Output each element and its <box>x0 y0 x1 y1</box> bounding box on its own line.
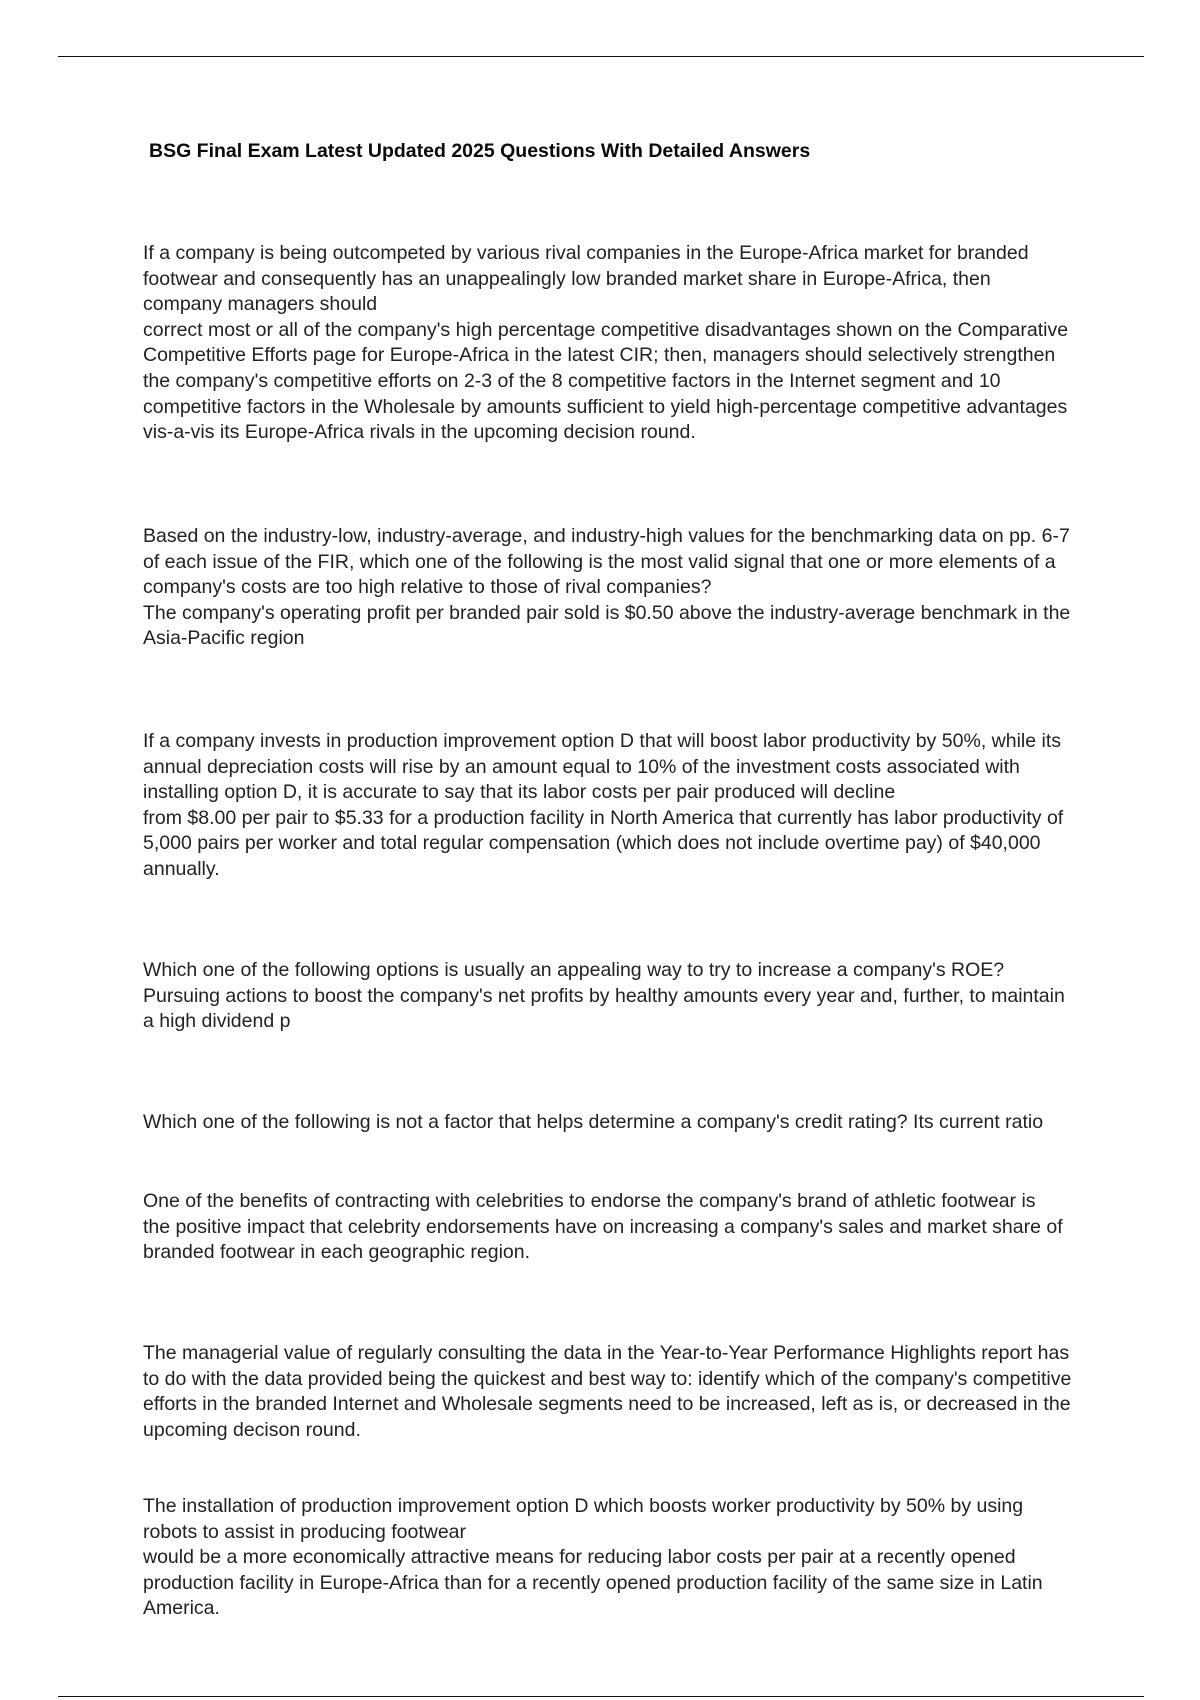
answer-text: Pursuing actions to boost the company's net profits by healthy amounts every year and, further, to maintain a high dividend p <box>143 984 1065 1033</box>
bottom-divider <box>58 1696 1144 1697</box>
qa-item-3 <box>143 729 1073 883</box>
question-text: If a company invests in production improvement option D that will boost labor productivity by 50%, while its annual depreciation costs will rise by an amount equal to 10% of the investment costs associated with installing option D, it is accurate to say that its labor costs per pair produced will decline <box>143 730 1062 804</box>
answer-text: the positive impact that celebrity endorsements have on increasing a company's sales and market share of branded footwear in each geographic region. <box>143 1215 1063 1264</box>
top-divider <box>58 56 1144 57</box>
answer-text: would be a more economically attractive means for reducing labor costs per pair at a recently opened production facility in Europe-Africa than for a recently opened production facility of the same size in Latin America. <box>143 1546 1043 1620</box>
qa-item-6 <box>143 1189 1073 1266</box>
qa-item-5 <box>143 1110 1073 1136</box>
question-text: Which one of the following is not a factor that helps determine a company's credit rating? Its current ratio <box>143 1111 1044 1133</box>
answer-text: correct most or all of the company's high percentage competitive disadvantages shown on the Comparative Competitive Efforts page for Europe-Africa in the latest CIR; then, managers should selectively strengthen the company's competitive efforts on 2-3 of the 8 competitive factors in the Internet segment and 10 competitive factors in the Wholesale by amounts sufficient to yield high-percentage competitive advantages vis-a-vis its Europe-Africa rivals in the upcoming decision round. <box>143 318 1069 444</box>
document-title: BSG Final Exam Latest Updated 2025 Questions With Detailed Answers <box>149 140 811 162</box>
qa-item-2 <box>143 524 1073 652</box>
question-text: If a company is being outcompeted by various rival companies in the Europe-Africa market for branded footwear and consequently has an unappealingly low branded market share in Europe-Africa, then company managers should <box>143 242 1029 316</box>
qa-item-8 <box>143 1494 1073 1622</box>
answer-text: The company's operating profit per branded pair sold is $0.50 above the industry-average benchmark in the Asia-Pacific region <box>143 601 1071 650</box>
answer-text: from $8.00 per pair to $5.33 for a production facility in North America that currently has labor productivity of 5,000 pairs per worker and total regular compensation (which does not include overtime pay) of $40,000 annually. <box>143 806 1064 880</box>
qa-item-4 <box>143 958 1073 1035</box>
question-text: Which one of the following options is usually an appealing way to try to increase a company's ROE? <box>143 959 1005 981</box>
question-text: Based on the industry-low, industry-average, and industry-high values for the benchmarking data on pp. 6-7 of each issue of the FIR, which one of the following is the most valid signal that one or more elements of a company's costs are too high relative to those of rival companies? <box>143 525 1070 599</box>
question-text: The managerial value of regularly consulting the data in the Year-to-Year Performance Highlights report has to do with the data provided being the quickest and best way to: identify which of the company's competitive efforts in the branded Internet and Wholesale segments need to be increased, left as is, or decreased in the upcoming decison round. <box>143 1342 1072 1441</box>
qa-item-1 <box>143 241 1073 446</box>
question-text: One of the benefits of contracting with celebrities to endorse the company's brand of athletic footwear is <box>143 1190 1036 1212</box>
question-text: The installation of production improvement option D which boosts worker productivity by 50% by using robots to assist in producing footwear <box>143 1495 1024 1543</box>
qa-item-7 <box>143 1341 1073 1443</box>
